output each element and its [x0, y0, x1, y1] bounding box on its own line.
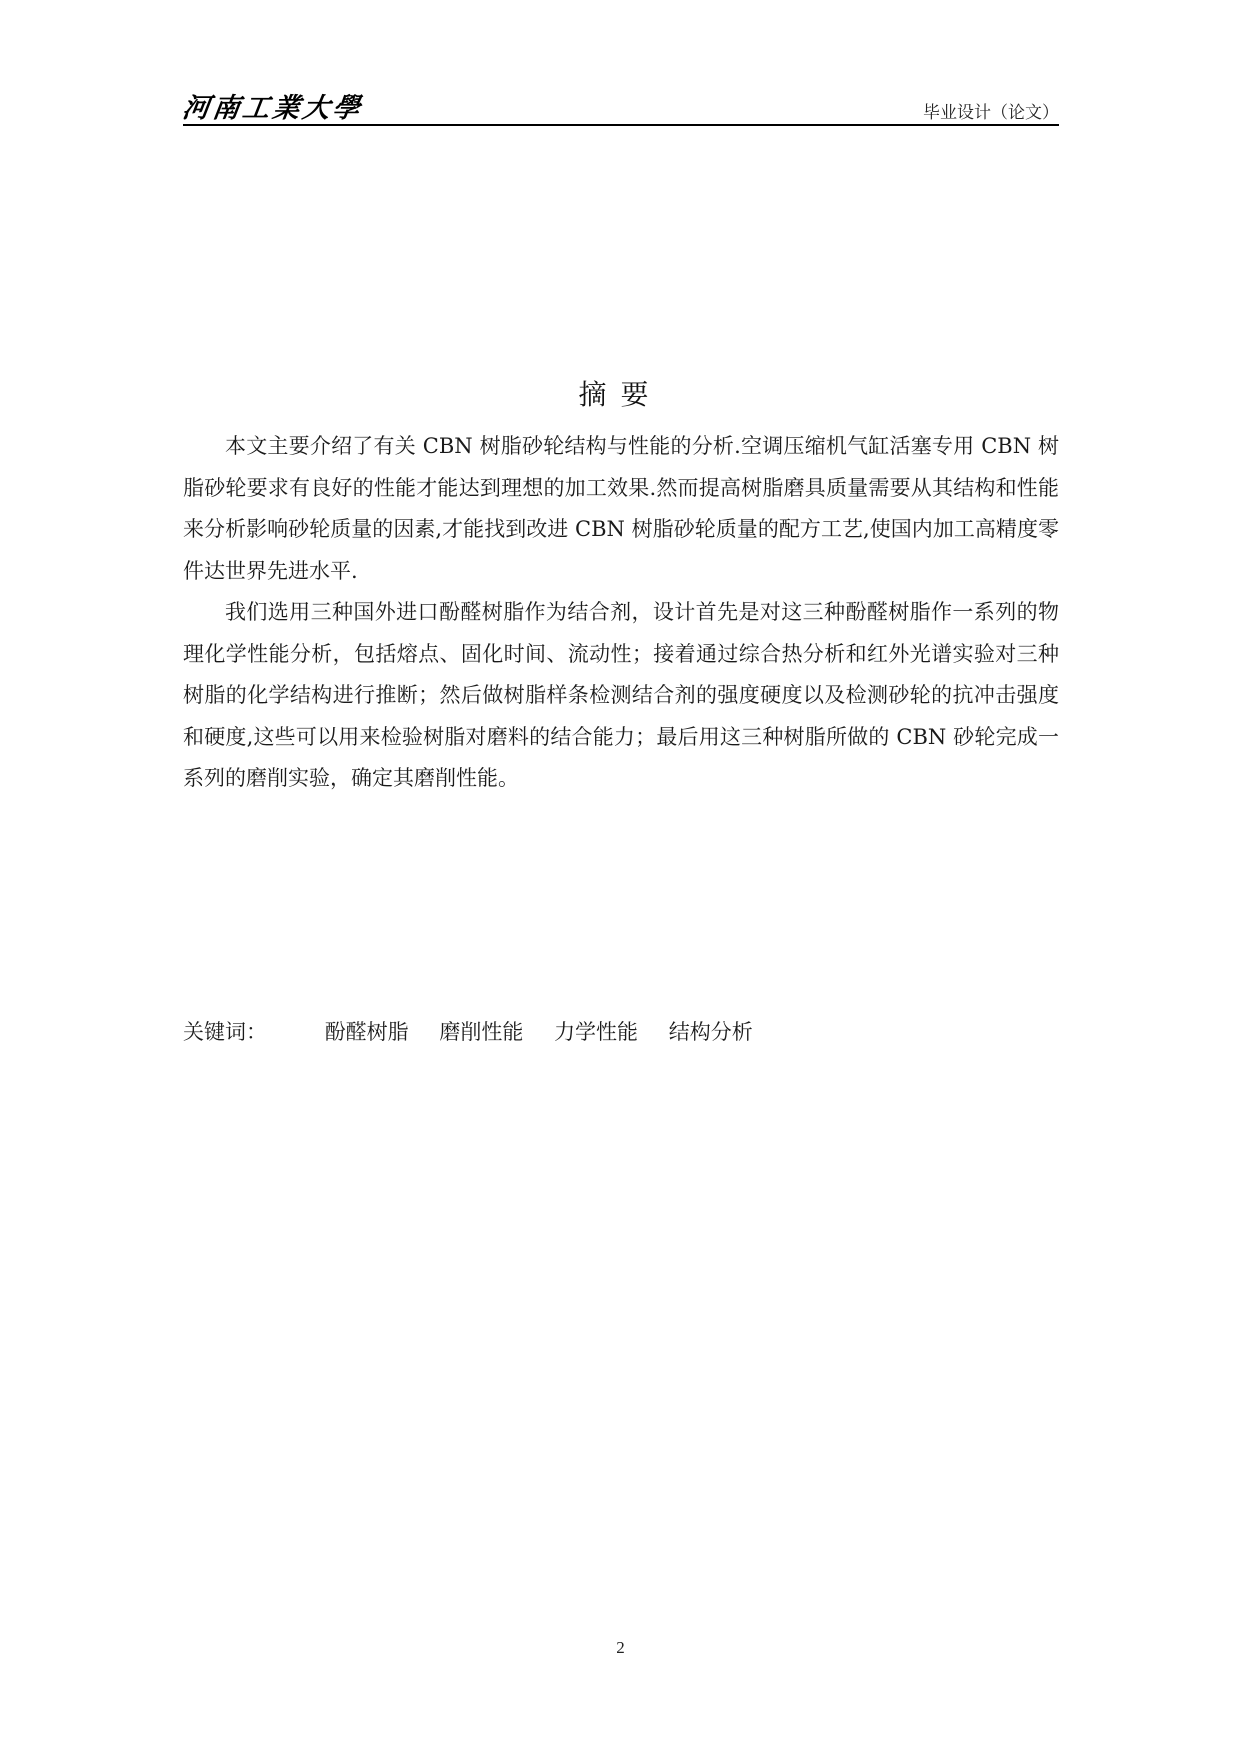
keyword-item: 结构分析: [668, 1020, 753, 1044]
header-divider: [183, 124, 1059, 126]
abstract-body: [183, 426, 1059, 800]
abstract-paragraph-2: 我们选用三种国外进口酚醛树脂作为结合剂，设计首先是对这三种酚醛树脂作一系列的物理化学性能分析，包括熔点、固化时间、流动性；接着通过综合热分析和红外光谱实验对三种树脂的化学结构进行推断；然后做树脂样条检测结合剂的强度硬度以及检测砂轮的抗冲击强度和硬度,这些可以用来检验树脂对磨料的结合能力；最后用这三种树脂所做的 CBN 砂轮完成一系列的磨削实验，确定其磨削性能。: [183, 600, 1059, 790]
keyword-item: 力学性能: [554, 1020, 639, 1044]
abstract-paragraph-1: 本文主要介绍了有关 CBN 树脂砂轮结构与性能的分析.空调压缩机气缸活塞专用 CBN 树脂砂轮要求有良好的性能才能达到理想的加工效果.然而提高树脂磨具质量需要从其结构和性能来分析影响砂轮质量的因素,才能找到改进 CBN 树脂砂轮质量的配方工艺,使国内加工高精度零件达世界先进水平.: [183, 434, 1059, 583]
page-number: 2: [616, 1638, 625, 1657]
keywords-line: [183, 1016, 1059, 1048]
abstract-title: 摘要: [578, 378, 663, 411]
university-logo: 河南工業大學: [180, 93, 365, 124]
page-header: [180, 86, 1059, 126]
keyword-item: 酚醛树脂: [324, 1020, 409, 1044]
keywords-label: 关键词：: [183, 1020, 267, 1044]
keyword-item: 磨削性能: [439, 1020, 524, 1044]
header-document-type: 毕业设计（论文）: [923, 103, 1059, 123]
